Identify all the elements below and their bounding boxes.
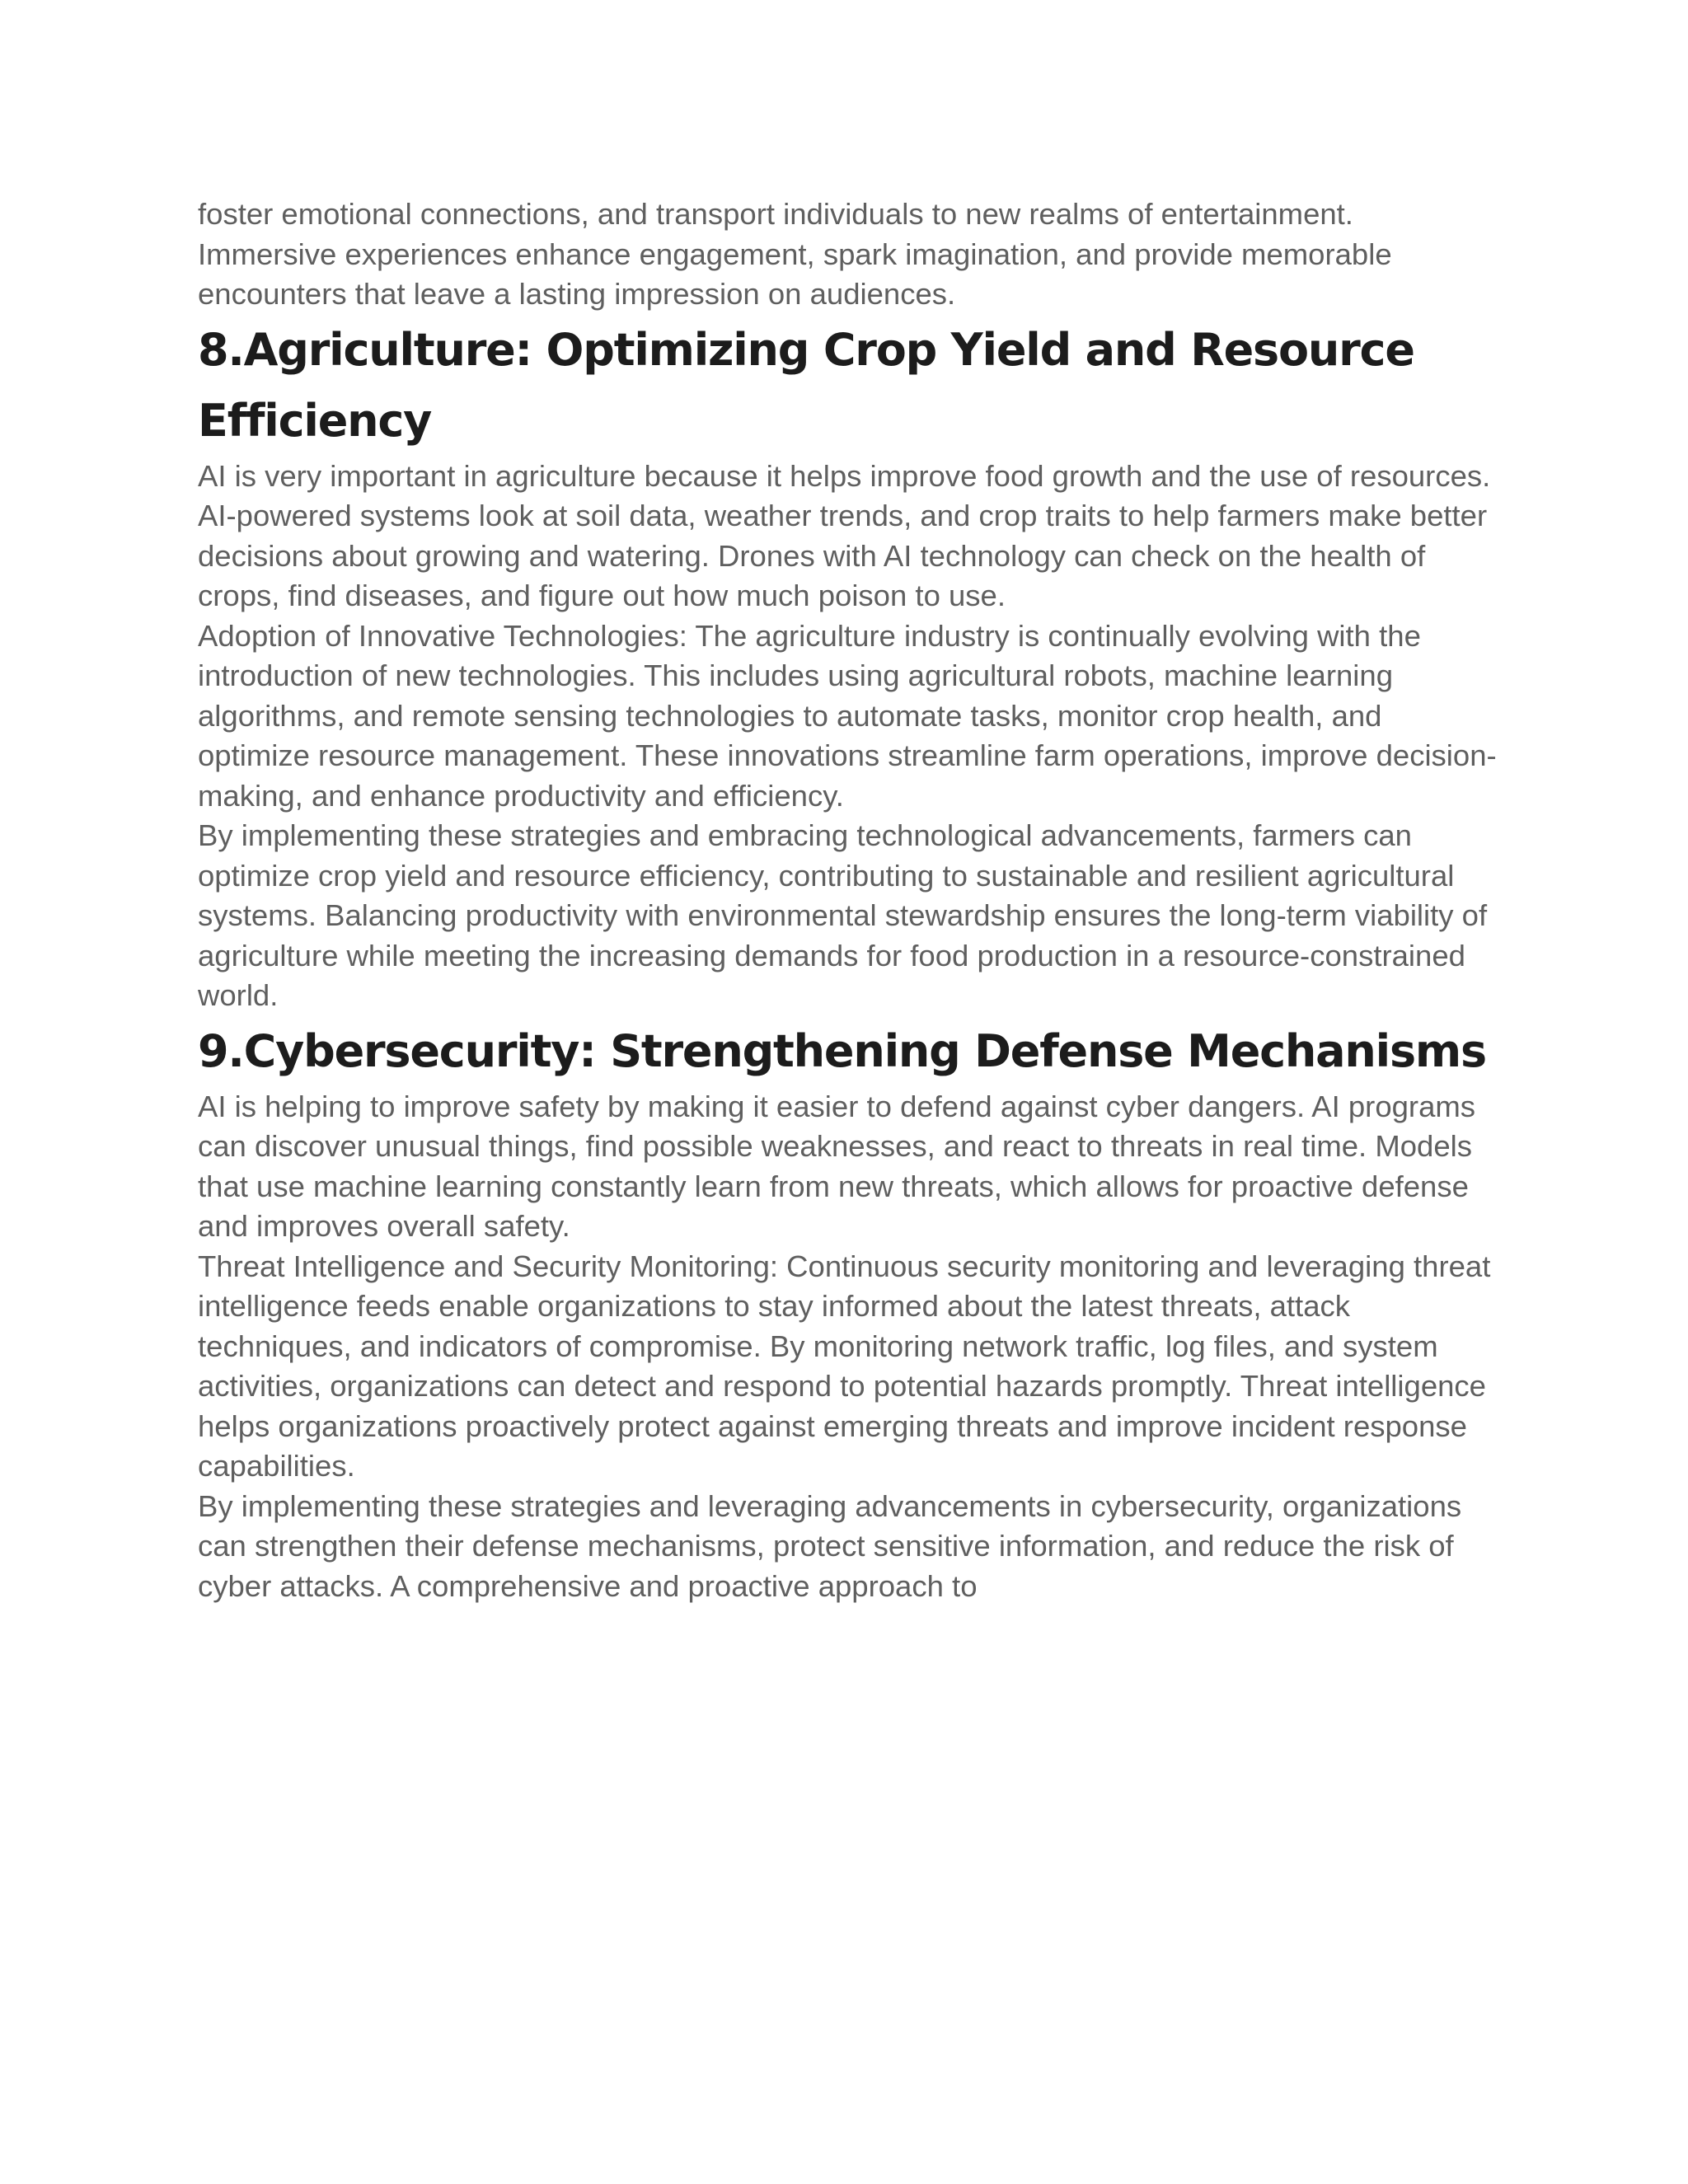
heading-cybersecurity: 9.Cybersecurity: Strengthening Defense Mechanisms	[198, 1024, 1486, 1077]
agriculture-paragraph-3: By implementing these strategies and embracing technological advancements, farmers can optimize crop yield and resource efficiency, contributing to sustainable and resilient agricultural systems. Balancing productivity with environmental stewardship ensures the long-term viability of agriculture while meeting the increasing demands for food production in a resource-constrained world.	[198, 818, 1488, 1012]
agriculture-paragraph-2: Adoption of Innovative Technologies: The agriculture industry is continually evolving with the introduction of new technologies. This includes using agricultural robots, machine learning algorithms, and remote sensing technologies to automate tasks, monitor crop health, and optimize resource management. These innovations streamline farm operations, improve decision-making, and enhance productivity and efficiency.	[198, 618, 1497, 813]
cybersecurity-paragraph-1: AI is helping to improve safety by making it easier to defend against cyber dangers. AI programs can discover unusual things, find possible weaknesses, and react to threats in real time. Models that use machine learning constantly learn from new threats, which allows for proactive defense and improves overall safety.	[198, 1089, 1476, 1243]
heading-agriculture: 8.Agriculture: Optimizing Crop Yield and Resource Efficiency	[198, 323, 1414, 447]
intro-paragraph: foster emotional connections, and transport individuals to new realms of entertainment. Immersive experiences enhance engagement, spark imagination, and provide memorable encounters that leave a lasting impression on audiences.	[198, 197, 1392, 311]
cybersecurity-paragraph-3: By implementing these strategies and leveraging advancements in cybersecurity, organizations can strengthen their defense mechanisms, protect sensitive information, and reduce the risk of cyber attacks. A comprehensive and proactive approach to	[198, 1488, 1462, 1603]
document-page	[198, 194, 1500, 1606]
agriculture-paragraph-1: AI is very important in agriculture because it helps improve food growth and the use of resources. AI-powered systems look at soil data, weather trends, and crop traits to help farmers make better decisions about growing and watering. Drones with AI technology can check on the health of crops, find diseases, and figure out how much poison to use.	[198, 458, 1491, 612]
cybersecurity-paragraph-2: Threat Intelligence and Security Monitoring: Continuous security monitoring and leveraging threat intelligence feeds enable organizations to stay informed about the latest threats, attack techniques, and indicators of compromise. By monitoring network traffic, log files, and system activities, organizations can detect and respond to potential hazards promptly. Threat intelligence helps organizations proactively protect against emerging threats and improve incident response capabilities.	[198, 1249, 1491, 1483]
